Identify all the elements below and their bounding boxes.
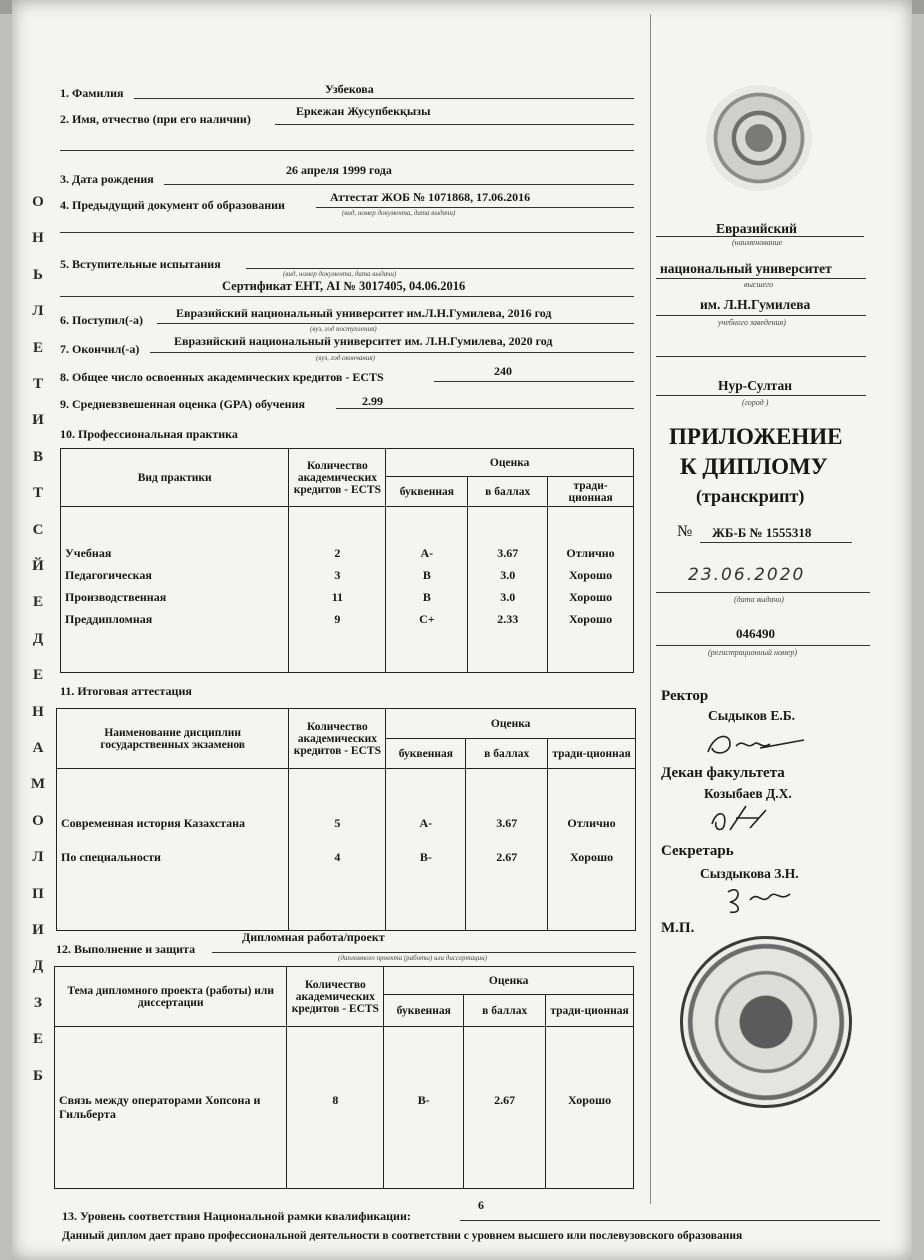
univ-underline-2 <box>656 278 866 279</box>
vertical-letter: А <box>32 740 44 756</box>
seal-place-label: М.П. <box>661 920 695 936</box>
secretary-signature <box>720 880 800 920</box>
practice-points-col <box>468 507 548 673</box>
vertical-letter: Д <box>32 630 44 647</box>
row-name-cell: Связь между операторами Хопсона и Гильберта <box>59 1092 261 1121</box>
row-letter-cell: В <box>422 567 431 582</box>
nqf-level-line <box>460 1220 880 1221</box>
graduated-label: 7. Окончил(-а) <box>60 342 140 356</box>
practice-letter-col <box>386 507 468 673</box>
row-points-cell: 2.67 <box>494 1092 516 1107</box>
vertical-letter: З <box>34 994 42 1011</box>
number-underline <box>700 542 852 543</box>
thesis-topic-header: Тема дипломного проекта (работы) или диссертации <box>55 967 287 1027</box>
row-credits-cell: 11 <box>331 589 344 604</box>
exam-grade-header: Оценка <box>386 709 636 739</box>
vertical-letter: О <box>32 194 44 210</box>
row-letter-cell: А- <box>420 545 434 560</box>
exam-discipline-header: Наименование дисциплин государственных экзаменов <box>57 709 289 769</box>
prev-doc-line <box>316 207 634 208</box>
row-points-cell: 2.67 <box>496 849 518 864</box>
credits-total-label: 8. Общее число освоенных академических кредитов - ECTS <box>60 370 384 384</box>
final-attestation-title: 11. Итоговая аттестация <box>60 684 192 698</box>
vertical-letter: Т <box>32 376 43 392</box>
row-name-cell: Педагогическая <box>65 567 152 582</box>
row-trad-cell: Хорошо <box>570 849 614 864</box>
name-label: 2. Имя, отчество (при его наличии) <box>60 112 251 126</box>
vertical-letter: Ь <box>33 266 43 283</box>
dean-label: Декан факультета <box>661 765 785 781</box>
row-name-cell: Преддипломная <box>65 611 153 626</box>
univ-line-3: им. Л.Н.Гумилева <box>700 297 811 312</box>
name-line <box>275 124 634 125</box>
vertical-letter: Б <box>33 1067 43 1084</box>
row-letter-cell: С+ <box>419 611 435 626</box>
practice-trad-col <box>548 507 634 673</box>
city-underline <box>656 395 866 396</box>
row-letter-cell: В <box>422 589 431 604</box>
row-trad-cell: Отлично <box>566 545 615 560</box>
secretary-name: Сыздыкова З.Н. <box>700 866 799 881</box>
thesis-points-col <box>464 1027 546 1189</box>
vertical-letter: Д <box>32 958 44 975</box>
dean-name: Козыбаев Д.Х. <box>704 786 792 801</box>
vertical-letter: Л <box>32 303 44 320</box>
gpa-label: 9. Средневзвешенная оценка (GPA) обучения <box>60 397 305 411</box>
city-value: Нур-Султан <box>718 378 792 393</box>
issue-date-underline <box>656 592 870 593</box>
row-letter-cell: А- <box>419 815 433 830</box>
reg-number-underline <box>656 645 870 646</box>
row-points-cell: 3.67 <box>496 815 518 830</box>
entrance-label: 5. Вступительные испытания <box>60 257 221 271</box>
row-name-cell: Производственная <box>65 589 167 604</box>
row-trad-cell: Хорошо <box>569 567 613 582</box>
thesis-section-line <box>212 952 636 953</box>
practice-section-title: 10. Профессиональная практика <box>60 427 238 441</box>
admitted-label: 6. Поступил(-а) <box>60 313 143 327</box>
row-letter-cell: В- <box>419 849 432 864</box>
thesis-table <box>54 966 634 1189</box>
row-trad-cell: Хорошо <box>569 589 613 604</box>
name-value: Еркежан Жусупбекқызы <box>296 104 431 118</box>
rector-signature <box>700 726 810 762</box>
thesis-names-col <box>55 1027 287 1189</box>
thesis-credits-col <box>287 1027 384 1189</box>
row-credits-cell: 9 <box>334 611 341 626</box>
univ-underline-4 <box>656 356 866 357</box>
birthdate-label: 3. Дата рождения <box>60 172 154 186</box>
row-credits-cell: 3 <box>334 567 341 582</box>
title-line-1: ПРИЛОЖЕНИЕ <box>669 424 843 449</box>
univ-underline-3 <box>656 315 866 316</box>
thesis-points-header: в баллах <box>464 995 546 1027</box>
vertical-letter: Н <box>32 703 44 720</box>
gpa-value: 2.99 <box>362 394 383 408</box>
exam-points-header: в баллах <box>466 739 548 769</box>
practice-points-header: в баллах <box>468 477 548 507</box>
exam-trad-header: тради-ционная <box>548 739 636 769</box>
city-hint: (город ) <box>742 398 769 407</box>
thesis-letter-header: буквенная <box>384 995 464 1027</box>
practice-trad-header: тради-ционная <box>548 477 634 507</box>
row-credits-cell: 2 <box>334 545 341 560</box>
blank-line-2 <box>60 232 634 233</box>
admitted-hint: (вуз, год поступления) <box>310 325 377 333</box>
row-letter-cell: В- <box>417 1092 430 1107</box>
univ-hint-1: (наименование <box>732 238 783 247</box>
reg-number-value: 046490 <box>736 626 775 641</box>
practice-grade-header: Оценка <box>386 449 634 477</box>
vertical-letter: С <box>32 521 44 538</box>
nqf-level-label: 13. Уровень соответствия Национальной рамки квалификации: <box>62 1209 411 1223</box>
credits-total-line <box>434 381 634 382</box>
footer-rights-text: Данный диплом дает право профессиональной деятельности в соответствии с уровнем высшего или послевузовского образования <box>62 1230 743 1242</box>
graduated-value: Евразийский национальный университет им. Л.Н.Гумилева, 2020 год <box>174 334 553 348</box>
prev-doc-value: Аттестат ЖОБ № 1071868, 17.06.2016 <box>330 190 531 204</box>
admitted-line <box>157 323 634 324</box>
row-trad-cell: Отлично <box>567 815 616 830</box>
dean-signature <box>706 800 776 836</box>
exam-points-col <box>466 769 548 931</box>
thesis-trad-col <box>546 1027 634 1189</box>
secretary-label: Секретарь <box>661 843 734 859</box>
vertical-letter: Л <box>32 849 44 866</box>
vertical-letter: Е <box>32 594 43 611</box>
vertical-letter: Н <box>32 230 44 247</box>
thesis-section-label: 12. Выполнение и защита <box>56 942 196 956</box>
title-line-3: (транскрипт) <box>696 486 805 506</box>
univ-hint-3: учебного заведения) <box>718 318 786 327</box>
practice-credits-header: Количество академических кредитов - ECTS <box>289 449 386 507</box>
vertical-letter: Е <box>32 1031 43 1048</box>
thesis-letter-col <box>384 1027 464 1189</box>
number-label: № <box>677 523 693 540</box>
vertical-letter: Е <box>32 667 43 684</box>
vertical-watermark-text <box>18 190 62 1100</box>
thesis-trad-header: тради-ционная <box>546 995 634 1027</box>
practice-names-col <box>61 507 289 673</box>
entrance-hint: (вид, номер документа, дата выдачи) <box>283 270 397 278</box>
univ-line-2: национальный университет <box>660 261 832 276</box>
exam-table <box>56 708 636 931</box>
birthdate-value: 26 апреля 1999 года <box>286 163 392 177</box>
exam-names-col <box>57 769 289 931</box>
issue-date-value: 23.06.2020 <box>688 565 806 585</box>
number-value: ЖБ-Б № 1555318 <box>712 525 812 540</box>
thesis-grade-header: Оценка <box>384 967 634 995</box>
vertical-letter: О <box>32 812 44 829</box>
row-points-cell: 2.33 <box>497 611 519 626</box>
entrance-value: Сертификат ЕНТ, АІ № 3017405, 04.06.2016 <box>222 279 466 293</box>
row-credits-cell: 8 <box>332 1092 339 1107</box>
vertical-letter: Й <box>32 558 44 574</box>
rector-name: Сыдыков Е.Б. <box>708 708 796 723</box>
row-points-cell: 3.67 <box>497 545 519 560</box>
issue-date-hint: (дата выдачи) <box>734 595 784 604</box>
row-name-cell: Современная история Казахстана <box>61 815 246 830</box>
practice-letter-header: буквенная <box>386 477 468 507</box>
surname-label: 1. Фамилия <box>60 86 124 100</box>
vertical-letter: В <box>32 448 43 465</box>
row-trad-cell: Хорошо <box>567 1092 612 1107</box>
reg-number-hint: (регистрационный номер) <box>708 648 798 657</box>
row-name-cell: Учебная <box>65 545 112 560</box>
entrance-line <box>246 268 634 269</box>
vertical-letter: П <box>32 885 44 902</box>
exam-letter-col <box>386 769 466 931</box>
entrance-line-2 <box>60 296 634 297</box>
rector-label: Ректор <box>661 688 709 704</box>
surname-line <box>134 98 634 99</box>
vertical-letter: Е <box>32 339 43 356</box>
surname-value: Узбекова <box>325 82 374 96</box>
exam-trad-col <box>548 769 636 931</box>
practice-type-header: Вид практики <box>61 449 289 507</box>
thesis-section-value: Дипломная работа/проект <box>242 930 385 944</box>
thesis-section-hint: (дипломного проекта (работы) или диссертации) <box>338 954 487 962</box>
row-points-cell: 3.0 <box>500 567 516 582</box>
graduated-hint: (вуз, год окончания) <box>316 354 375 362</box>
birthdate-line <box>164 184 634 185</box>
graduated-line <box>150 352 634 353</box>
practice-credits-col <box>289 507 386 673</box>
admitted-value: Евразийский национальный университет им.Л.Н.Гумилева, 2016 год <box>176 306 552 320</box>
fold-divider <box>650 14 651 1204</box>
exam-credits-col <box>289 769 386 931</box>
title-line-2: К ДИПЛОМУ <box>680 454 828 479</box>
thesis-credits-header: Количество академических кредитов - ECTS <box>287 967 384 1027</box>
row-credits-cell: 5 <box>334 815 341 830</box>
univ-line-1: Евразийский <box>716 221 797 236</box>
nqf-level-value: 6 <box>478 1198 484 1212</box>
univ-underline-1 <box>656 236 864 237</box>
exam-credits-header: Количество академических кредитов - ECTS <box>289 709 386 769</box>
blank-line-1 <box>60 150 634 151</box>
row-credits-cell: 4 <box>334 849 341 864</box>
univ-hint-2: высшего <box>744 280 774 289</box>
row-points-cell: 3.0 <box>500 589 516 604</box>
credits-total-value: 240 <box>494 364 512 378</box>
vertical-letter: И <box>32 922 44 938</box>
exam-letter-header: буквенная <box>386 739 466 769</box>
row-trad-cell: Хорошо <box>569 611 613 626</box>
vertical-letter: Т <box>32 485 43 502</box>
prev-doc-label: 4. Предыдущий документ об образовании <box>60 198 285 212</box>
practice-table <box>60 448 634 673</box>
vertical-letter: И <box>32 412 44 429</box>
state-emblem-icon <box>706 85 812 191</box>
row-name-cell: По специальности <box>61 849 161 864</box>
official-seal-stamp <box>680 936 852 1108</box>
prev-doc-hint: (вид, номер документа, дата выдачи) <box>342 209 456 217</box>
vertical-letter: М <box>30 776 46 793</box>
